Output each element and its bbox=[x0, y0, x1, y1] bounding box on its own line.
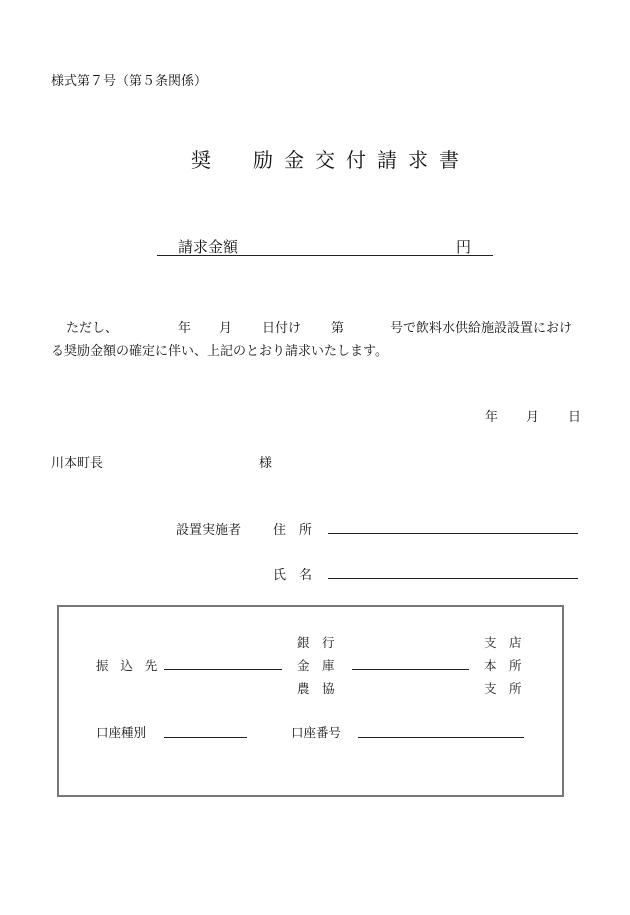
recipient-name: 川本町長 bbox=[51, 456, 104, 471]
date-month: 月 bbox=[526, 410, 540, 425]
recipient-honorific: 様 bbox=[259, 456, 273, 471]
address-label: 住 所 bbox=[273, 523, 313, 538]
address-field-line[interactable] bbox=[328, 533, 578, 534]
branch-type-shiten: 支 店 bbox=[484, 635, 522, 650]
applicant-role: 設置実施者 bbox=[176, 523, 242, 538]
body-dai: 第 bbox=[331, 321, 345, 336]
name-label: 氏 名 bbox=[273, 568, 313, 583]
institution-type-shinkin: 金 庫 bbox=[297, 658, 335, 673]
transfer-label: 振込先 bbox=[96, 658, 170, 673]
account-type-field-line[interactable] bbox=[164, 737, 247, 738]
amount-field-line[interactable] bbox=[157, 255, 493, 256]
account-type-label: 口座種別 bbox=[96, 725, 147, 740]
body-date-suffix: 日付け bbox=[262, 321, 302, 336]
amount-unit: 円 bbox=[456, 238, 472, 256]
date-year: 年 bbox=[485, 410, 499, 425]
branch-type-honsho: 本 所 bbox=[484, 658, 522, 673]
branch-type-shisho: 支 所 bbox=[484, 681, 522, 696]
document-title: 奨 励金交付請求書 bbox=[191, 148, 470, 172]
body-line-2: る奨励金額の確定に伴い、上記のとおり請求いたします。 bbox=[51, 344, 388, 359]
institution-type-bank: 銀 行 bbox=[297, 635, 335, 650]
branch-name-field-line[interactable] bbox=[352, 669, 469, 670]
body-month: 月 bbox=[219, 321, 233, 336]
body-year: 年 bbox=[178, 321, 192, 336]
date-day: 日 bbox=[568, 410, 582, 425]
institution-type-ja: 農 協 bbox=[297, 681, 335, 696]
account-number-field-line[interactable] bbox=[358, 737, 524, 738]
body-tail: 号で飲料水供給施設設置におけ bbox=[390, 321, 573, 336]
amount-label: 請求金額 bbox=[178, 238, 239, 256]
body-lead: ただし、 bbox=[66, 321, 119, 336]
account-number-label: 口座番号 bbox=[291, 725, 342, 740]
form-number: 様式第７号（第５条関係） bbox=[51, 74, 208, 89]
name-field-line[interactable] bbox=[328, 578, 578, 579]
bank-name-field-line[interactable] bbox=[164, 669, 282, 670]
